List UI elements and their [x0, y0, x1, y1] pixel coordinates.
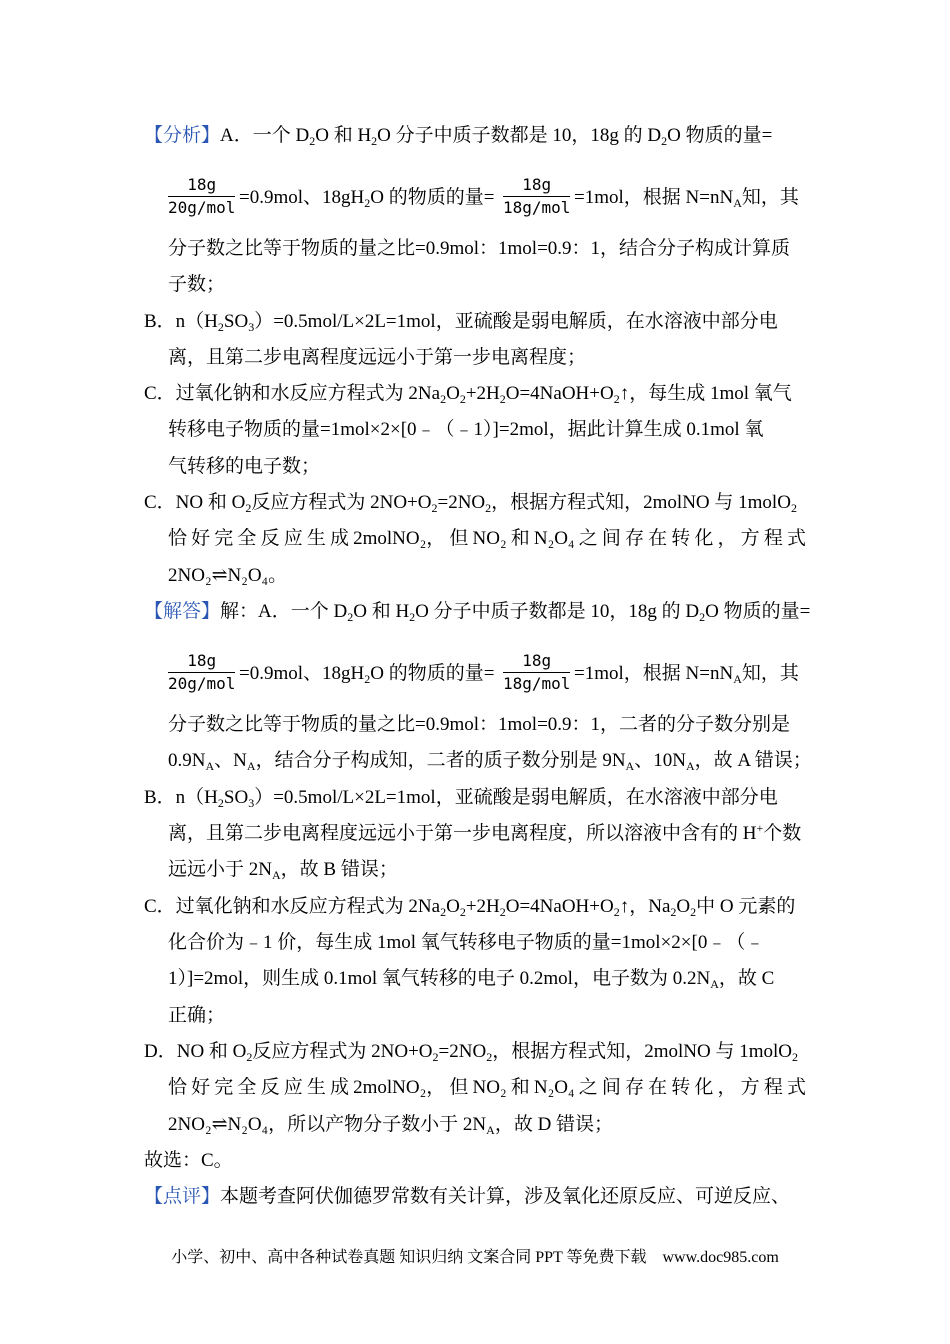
answer-b-line-3: 远远小于 $2N_A$，故 B 错误； — [168, 859, 398, 882]
answer-d-line-3: 2NO₂⇌N₂O₄，所以产物分子数小于 $2N_A$，故 D 错误； — [168, 1114, 614, 1137]
analysis-tag: 【分析】 — [144, 125, 221, 146]
answer-line-3: 分子数之比等于物质的量之比=0.9mol：1mol=0.9：1，二者的分子数分别是 — [168, 714, 791, 735]
page-footer: 小学、初中、高中各种试卷真题 知识归纳 文案合同 PPT 等免费下载 www.doc985.com — [171, 1249, 779, 1266]
answer-d-line-2: 恰 好 完 全 反 应 生 成 2molNO₂， 但 NO₂ 和 N₂O₄ 之 间 存 在 转 化 ， 方 程 式 — [168, 1077, 806, 1098]
analysis-b-line-2: 离，且第二步电离程度远远小于第一步电离程度； — [168, 347, 587, 368]
fraction-18g-18gmol: 18g 18g/mol — [503, 651, 571, 693]
analysis-d-line-3: 2NO₂⇌N₂O₄。 — [168, 565, 288, 586]
final-answer: 故选：C。 — [144, 1150, 233, 1171]
comment-tag: 【点评】 — [144, 1186, 221, 1207]
answer-c-line-4: 正确； — [168, 1005, 226, 1026]
analysis-d-line-1: C．NO 和 $O_2$反应方程式为 $2NO+O_2=2NO_2$，根据方程式知，2molNO 与 1molO$_2$ — [144, 492, 797, 515]
answer-line-1: 【解答】解：A．一个 $D_2O$ 和 $H_2O$ 分子中质子数都是 10，18g 的 $D_2O$ 物质的量= — [144, 601, 811, 624]
answer-d-line-1: D．NO 和 $O_2$反应方程式为 $2NO+O_2=2NO_2$，根据方程式知，2molNO 与 1molO$_2$ — [144, 1041, 798, 1064]
analysis-d-line-2: 恰 好 完 全 反 应 生 成 2molNO₂， 但 NO₂ 和 N₂O₄ 之 间 存 在 转 化 ， 方 程 式 — [168, 528, 806, 549]
answer-b-line-1: B．$n(H_2SO_3)=0.5mol/L\times 2L=1mol$，亚硫酸是弱电解质，在水溶液中部分电 — [144, 787, 778, 810]
answer-c-line-3: 1）]=2mol，则生成 0.1mol 氧气转移的电子 0.2mol，电子数为 $0.2N_A$，故 C — [168, 968, 775, 991]
analysis-b-line-1: B．$n(H_2SO_3)=0.5mol/L\times 2L=1mol$，亚硫酸是弱电解质，在水溶液中部分电 — [144, 311, 778, 334]
answer-b-line-2: 离，且第二步电离程度远远小于第一步电离程度，所以溶液中含有的 H+个数 — [168, 821, 802, 844]
analysis-line-2a: =0.9mol、$18gH_2O$ 的物质的量= — [239, 187, 495, 210]
fraction-18g-20gmol: 18g 20g/mol — [168, 175, 236, 217]
answer-c-line-2: 化合价为﹣1 价，每生成 1mol 氧气转移电子物质的量=1mol×2×[0﹣（﹣ — [168, 932, 765, 953]
answer-line-2b: =1mol，根据 $N=nN_A$知，其 — [574, 663, 799, 686]
analysis-c-line-2: 转移电子物质的量=1mol×2×[0﹣（﹣1）]=2mol，据此计算生成 0.1mol 氧 — [168, 419, 764, 440]
answer-tag: 【解答】 — [144, 601, 221, 622]
fraction-18g-20gmol: 18g 20g/mol — [168, 651, 236, 693]
analysis-line-1: 【分析】A．一个 $D_2O$ 和 $H_2O$ 分子中质子数都是 10，18g 的 $D_2O$ 物质的量= — [144, 125, 773, 148]
analysis-line-3: 分子数之比等于物质的量之比=0.9mol：1mol=0.9：1，结合分子构成计算质 — [168, 238, 791, 259]
answer-line-4: $0.9N_A$、$N_A$，结合分子构成知，二者的质子数分别是 $9N_A$、$10N_A$，故 A 错误； — [168, 750, 812, 773]
analysis-c-line-1: C．过氧化钠和水反应方程式为 $2Na_2O_2+2H_2O=4NaOH+O_2↑$，每生成 1mol 氧气 — [144, 383, 792, 406]
analysis-line-4: 子数； — [168, 274, 226, 295]
answer-c-line-1: C．过氧化钠和水反应方程式为 $2Na_2O_2+2H_2O=4NaOH+O_2↑$，$Na_2O_2$中 O 元素的 — [144, 896, 796, 919]
answer-line-2a: =0.9mol、$18gH_2O$ 的物质的量= — [239, 663, 495, 686]
fraction-18g-18gmol: 18g 18g/mol — [503, 175, 571, 217]
analysis-c-line-3: 气转移的电子数； — [168, 456, 321, 477]
comment-line: 【点评】本题考查阿伏伽德罗常数有关计算，涉及氧化还原反应、可逆反应、 — [144, 1186, 791, 1207]
analysis-line-2b: =1mol，根据 $N=nN_A$知，其 — [574, 187, 799, 210]
